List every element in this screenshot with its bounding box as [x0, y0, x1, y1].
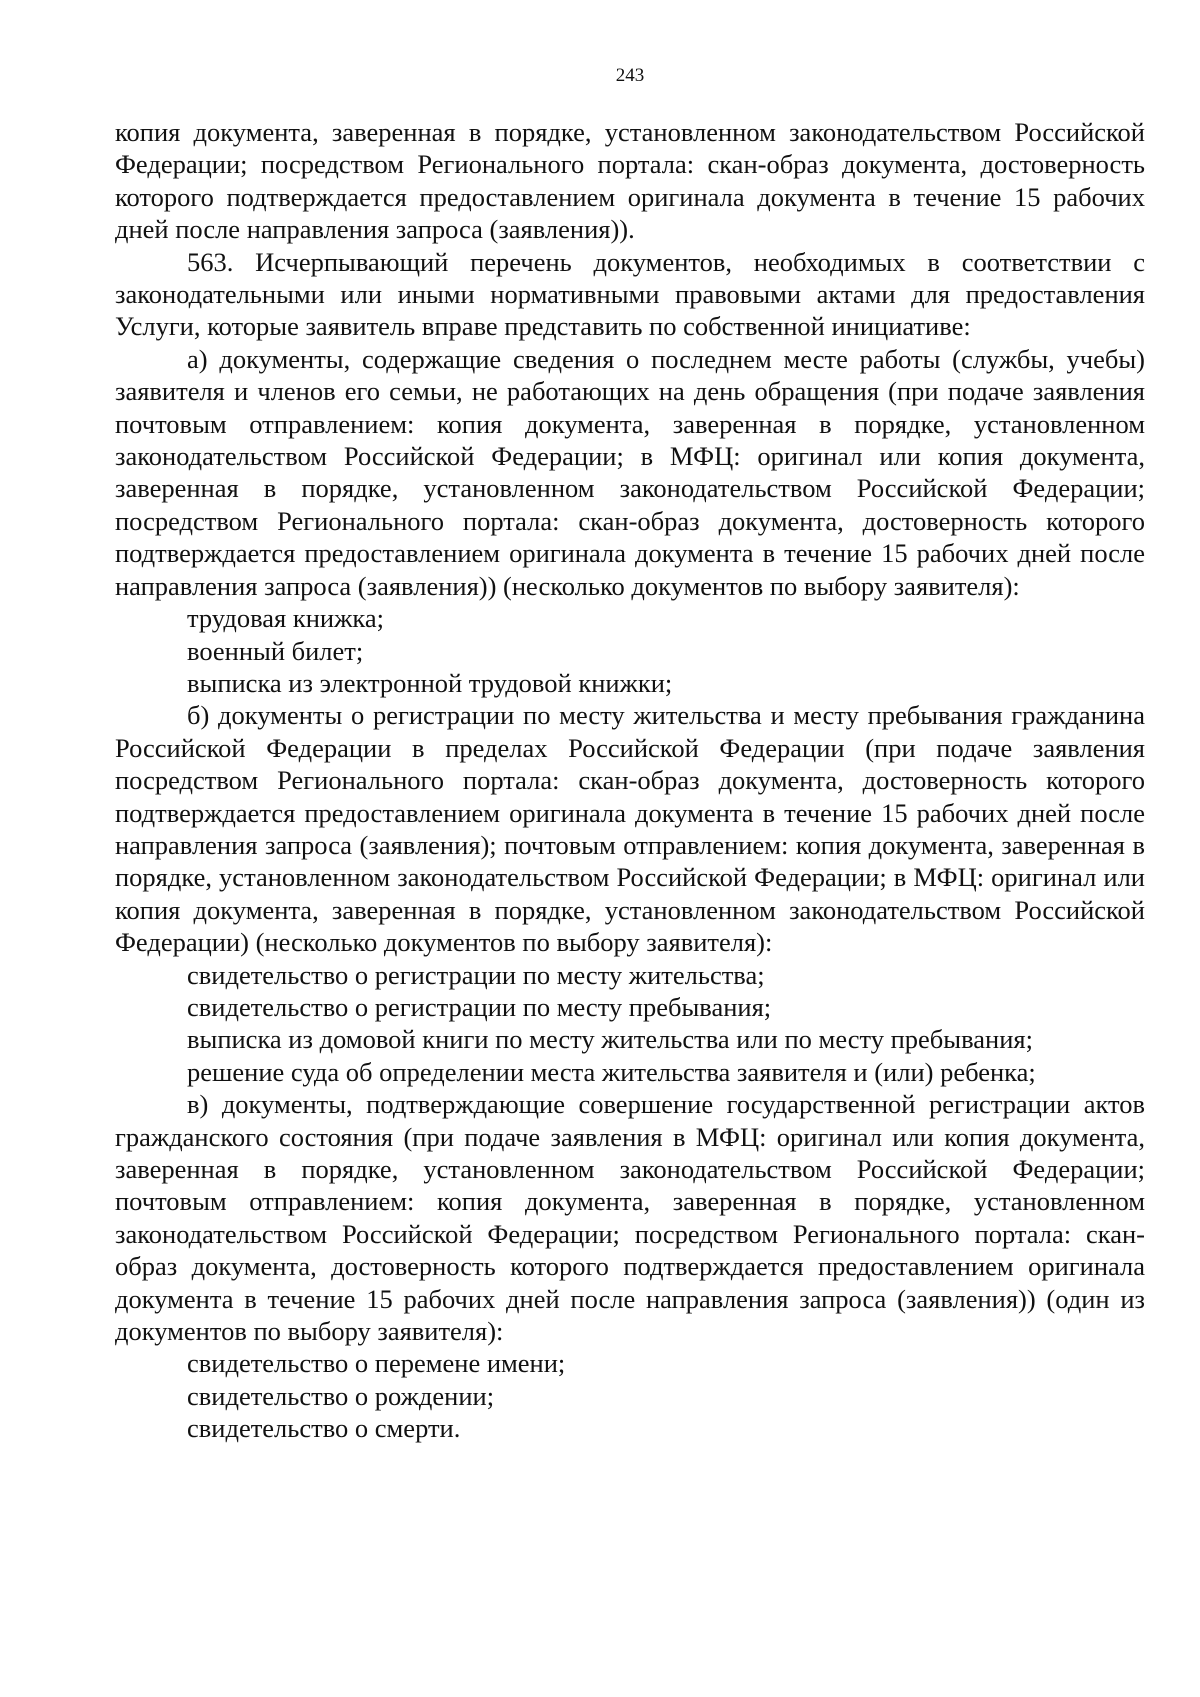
paragraph-continuation: копия документа, заверенная в порядке, установленном законодательством Российской Федерации; посредством Регионального портала: скан-образ документа, достоверность которого подтверждается предоставлением оригинала документа в течение 15 рабочих дней после направления запроса (заявления)). [115, 117, 1145, 245]
paragraph-563: 563. Исчерпывающий перечень документов, необходимых в соответствии с законодательными или иными нормативными правовыми актами для предоставления Услуги, которые заявитель вправе представить по собственной инициативе: [115, 246, 1145, 342]
list-item: свидетельство о регистрации по месту пребывания; [187, 991, 772, 1022]
list-item: выписка из домовой книги по месту жительства или по месту пребывания; [187, 1024, 1033, 1055]
list-item: трудовая книжка; [187, 603, 385, 634]
list-item: свидетельство о рождении; [187, 1380, 495, 1411]
list-item: свидетельство о смерти. [187, 1413, 461, 1444]
list-item: свидетельство о регистрации по месту жительства; [187, 959, 765, 990]
list-item: свидетельство о перемене имени; [187, 1348, 566, 1379]
list-item: решение суда об определении места жительства заявителя и (или) ребенка; [187, 1056, 1036, 1087]
document-page [115, 62, 1145, 1445]
page-number: 243 [615, 65, 645, 86]
paragraph-a: а) документы, содержащие сведения о последнем месте работы (службы, учебы) заявителя и членов его семьи, не работающих на день обращения (при подаче заявления почтовым отправлением: копия документа, заверенная в порядке, установленном законодательством Российской Федерации; в МФЦ: оригинал или копия документа, заверенная в порядке, установленном законодательством Российской Федерации; посредством Регионального портала: скан-образ документа, достоверность которого подтверждается предоставлением оригинала документа в течение 15 рабочих дней после направления запроса (заявления)) (несколько документов по выбору заявителя): [115, 343, 1145, 601]
paragraph-b: б) документы о регистрации по месту жительства и месту пребывания гражданина Российской Федерации в пределах Российской Федерации (при подаче заявления посредством Регионального портала: скан-образ документа, достоверность которого подтверждается предоставлением оригинала документа в течение 15 рабочих дней после направления запроса (заявления); почтовым отправлением: копия документа, заверенная в порядке, установленном законодательством Российской Федерации; в МФЦ: оригинал или копия документа, заверенная в порядке, установленном законодательством Российской Федерации) (несколько документов по выбору заявителя): [115, 700, 1145, 958]
list-item: военный билет; [187, 635, 364, 666]
paragraph-v: в) документы, подтверждающие совершение государственной регистрации актов гражданского состояния (при подаче заявления в МФЦ: оригинал или копия документа, заверенная в порядке, установленном законодательством Российской Федерации; почтовым отправлением: копия документа, заверенная в порядке, установленном законодательством Российской Федерации; посредством Регионального портала: скан-образ документа, достоверность которого подтверждается предоставлением оригинала документа в течение 15 рабочих дней после направления запроса (заявления)) (один из документов по выбору заявителя): [115, 1089, 1145, 1347]
list-item: выписка из электронной трудовой книжки; [187, 667, 673, 698]
